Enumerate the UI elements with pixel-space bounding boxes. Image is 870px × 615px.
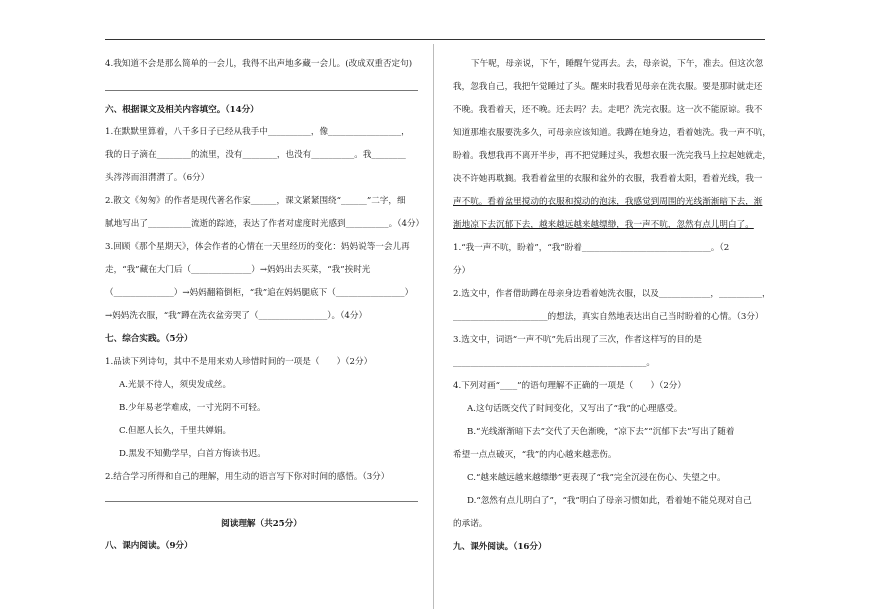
- column-divider: [433, 44, 434, 609]
- s6-q2-line2: 腻地写出了__________流逝的踪迹，表达了作者对虚度时光感到__________。（4分）: [105, 219, 425, 229]
- answer-line: [105, 90, 418, 91]
- passage-line-6: 决不许她再耽搁。我看着盆里的衣服和盆外的衣服，我看着太阳，看着光线，我一: [453, 174, 763, 184]
- question-4: 4.我知道不会是那么简单的一会儿，我得不出声地多藏一会儿。(改成双重否定句): [105, 59, 413, 69]
- section-7-heading: 七、综合实践。（5分）: [105, 334, 193, 344]
- passage-line-1: 下午呢，母亲说，下午，睡醒午觉再去。去，母亲说，下午，准去。但这次忽: [471, 59, 764, 69]
- s7-q2: 2.结合学习所得和自己的理解，用生动的语言写下你对时间的感悟。（3分）: [105, 472, 390, 482]
- r-q2: 2.选文中，作者借助蹲在母亲身边看着她洗衣服，以及____________，__________，: [453, 289, 771, 299]
- passage-line-7: 声不吭。看着盆里搅动的衣服和搅动的泡沫，我感觉到周围的光线渐渐暗下去，渐: [453, 197, 763, 207]
- r-q4-option-b-line1: B.“光线渐渐暗下去”交代了天色渐晚，“凉下去”“沉郁下去”写出了随着: [467, 427, 735, 437]
- s6-q1-line1: 1.在默默里算着，八千多日子已经从我手中__________，像_________________，: [105, 127, 410, 137]
- s6-q3-line3: （______________）→妈妈翻箱倒柜，“我”追在妈妈腿底下（________________）: [105, 288, 414, 298]
- section-8-heading: 八、课内阅读。（9分）: [105, 541, 193, 551]
- r-q3: 3.选文中，词语“一声不吭”先后出现了三次，作者这样写的目的是: [453, 335, 703, 345]
- top-rule: [105, 39, 765, 40]
- r-q4: 4.下列对画“____”的语句理解不正确的一项是（ ）（2分）: [453, 381, 686, 391]
- s6-q3-line1: 3.回顾《那个星期天》，体会作者的心情在一天里经历的变化：妈妈说等一会儿再: [105, 242, 410, 252]
- passage-line-8: 渐地凉下去沉郁下去，越来越远越来越缥缈，我一声不吭，忽然有点儿明白了。: [453, 220, 754, 230]
- s7-option-b: B.少年易老学难成，一寸光阴不可轻。: [119, 403, 266, 413]
- s6-q2-line1: 2.散文《匆匆》的作者是现代著名作家______，课文紧紧围绕“______”二字，细: [105, 196, 406, 206]
- r-q1: 1.“我一声不吭，盼着”，“我”盼着______________________________。（2: [453, 243, 730, 253]
- passage-line-2: 我，忽我自己，我把午觉睡过了头。醒来时我看见母亲在洗衣服。要是那时就走还: [453, 82, 763, 92]
- r-q4-option-d-line2: 的承诺。: [453, 519, 488, 529]
- s6-q1-line3: 头涔涔而泪潸潸了。（6分）: [105, 173, 210, 183]
- s6-q3-line4: →妈妈洗衣服，“我”蹲在洗衣盆旁哭了（________________）。（4分）: [105, 311, 368, 321]
- passage-line-5: 盼着。我想我再不离开半步，再不把觉睡过头，我想衣服一洗完我马上拉起她就走，: [453, 151, 771, 161]
- section-6-heading: 六、根据课文及相关内容填空。（14分）: [105, 105, 259, 115]
- r-q4-option-b-line2: 希望一点点破灭，“我”的内心越来越悲伤。: [453, 450, 617, 460]
- s6-q1-line2: 我的日子滴在________的流里，没有________，也没有__________。我________: [105, 150, 406, 160]
- passage-line-3: 不晚。我看着天，还不晚。还去吗？去。走吧？洗完衣服。这一次不能原谅。我不: [453, 105, 763, 115]
- r-q2-cont: ______________________的想法，真实自然地表达出自己当时盼着的心情。（3分）: [453, 312, 764, 322]
- s7-option-c: C.但愿人长久，千里共婵娟。: [119, 426, 232, 436]
- r-q4-option-d-line1: D.“忽然有点儿明白了”，“我”明白了母亲习惯如此，看着她不能兑现对自己: [467, 496, 752, 506]
- r-q4-option-c: C.“越来越远越来越缥缈”更表现了“我”完全沉浸在伤心、失望之中。: [467, 473, 726, 483]
- answer-line: [105, 501, 418, 502]
- s7-q1: 1.品读下列诗句，其中不是用来劝人珍惜时间的一项是（ ）（2分）: [105, 357, 373, 367]
- r-q1-cont: 分）: [453, 266, 471, 276]
- s7-option-d: D.黑发不知勤学早，白首方悔读书迟。: [119, 449, 266, 459]
- r-q4-option-a: A.这句话既交代了时间变化，又写出了“我”的心理感受。: [467, 404, 683, 414]
- section-9-heading: 九、课外阅读。（16分）: [453, 542, 547, 552]
- passage-line-4: 知道那堆衣服要洗多久，可母亲应该知道。我蹲在她身边，看着她洗。我一声不吭，: [453, 128, 771, 138]
- reading-part-title: 阅读理解（共25分）: [221, 519, 302, 529]
- s6-q3-line2: 走，“我”藏在大门后（______________）→妈妈出去买菜，“我”挨时光: [105, 265, 371, 275]
- r-q3-cont: _____________________________________________。: [453, 358, 655, 368]
- s7-option-a: A.光景不待人，须臾发成丝。: [119, 380, 232, 390]
